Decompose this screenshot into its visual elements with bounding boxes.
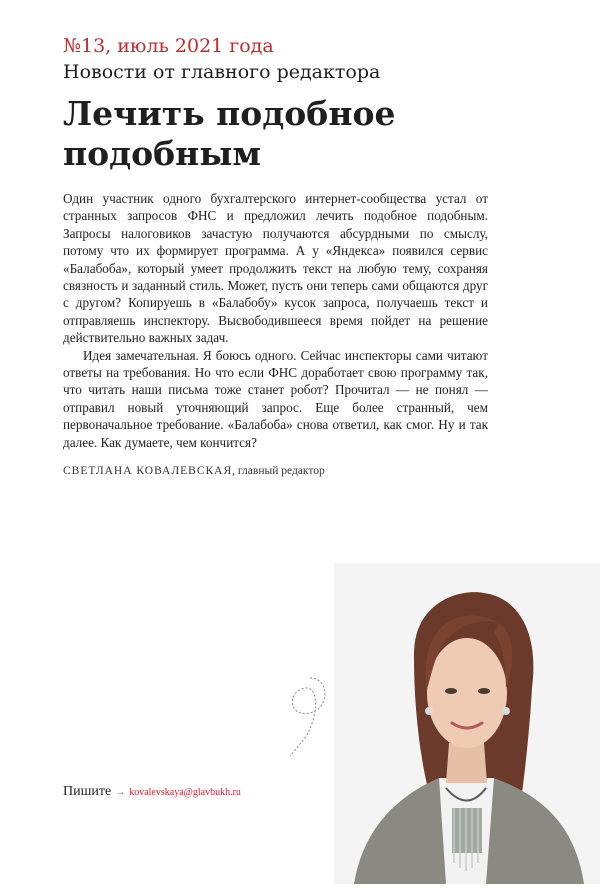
article-body xyxy=(63,190,488,451)
portrait-illustration xyxy=(334,563,600,884)
email-link[interactable]: kovalevskaya@glavbukh.ru xyxy=(129,787,241,798)
author-signature xyxy=(63,465,325,477)
paragraph: Один участник одного бухгалтерского интернет-сообщества устал от странных запросов ФНС и предложил лечить подобное подобным. Запросы налоговиков зачастую получаются абсурдными по смыслу, потому что их формирует программа. А у «Яндекса» появился сервис «Балабоба», который умеет продолжить текст на любую тему, сохраняя связность и заданный стиль. Может, пусть они теперь сами общаются друг с другом? Копируешь в «Балабобу» кусок запроса, получаешь текст и отправляешь инспектору. Высвободившееся время пойдет на решение действительно важных задач. xyxy=(63,191,488,346)
article-headline: Лечить подобное подобным xyxy=(63,94,396,173)
author-role: , главный редактор xyxy=(232,465,325,477)
decorative-loop-doodle xyxy=(280,668,340,758)
arrow-icon: → xyxy=(115,787,126,798)
paragraph: Идея замечательная. Я боюсь одного. Сейчас инспекторы сами читают ответы на требования. Но что если ФНС доработает свою программу так, что читать наши письма тоже станет робот? Прочитал — не понял — отправил новый уточняющий запрос. Еще более странный, чем первоначальное требование. «Балабоба» снова ответил, как смог. Ну и так далее. Как думаете, чем кончится? xyxy=(63,347,488,450)
contact-line xyxy=(63,784,241,800)
contact-label: Пишите xyxy=(63,784,112,799)
issue-date: №13, июль 2021 года xyxy=(63,35,274,57)
author-name: СВЕТЛАНА КОВАЛЕВСКАЯ xyxy=(63,465,233,477)
editor-portrait xyxy=(334,563,600,884)
section-subtitle: Новости от главного редактора xyxy=(63,61,381,83)
